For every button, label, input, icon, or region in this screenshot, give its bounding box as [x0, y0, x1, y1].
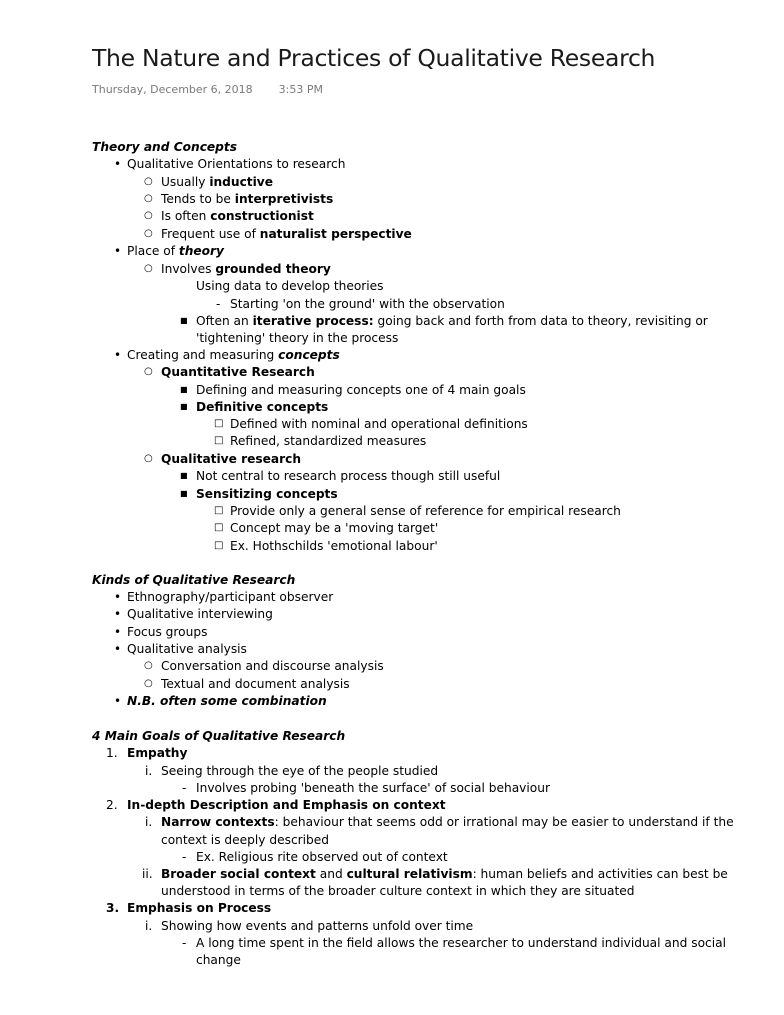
bullet-dot-icon: •	[114, 607, 122, 621]
list-item: Emphasis on Process	[127, 901, 272, 915]
list-item: Textual and document analysis	[161, 677, 350, 691]
bullet-circle-icon: ○	[144, 228, 153, 239]
list-item: Ethnography/participant observer	[127, 590, 334, 604]
list-item: Involves probing 'beneath the surface' of social behaviour	[196, 781, 550, 795]
list-item: Tends to be interpretivists	[161, 192, 334, 206]
bullet-dash-icon: -	[182, 781, 187, 795]
list-item: Ex. Religious rite observed out of context	[196, 850, 448, 864]
list-item: Definitive concepts	[196, 400, 329, 414]
list-item: Refined, standardized measures	[230, 434, 427, 448]
list-item: Broader social context and cultural relativism: human beliefs and activities can best be	[161, 867, 728, 881]
list-item: Starting 'on the ground' with the observation	[230, 297, 505, 311]
page-title: The Nature and Practices of Qualitative Research	[92, 44, 656, 72]
list-item: Qualitative Orientations to research	[127, 157, 346, 171]
list-item: In-depth Description and Emphasis on context	[127, 798, 446, 812]
list-number: i.	[145, 764, 153, 778]
bullet-box-icon: □	[214, 540, 224, 551]
list-item: Showing how events and patterns unfold over time	[161, 919, 474, 933]
section-heading-theory: Theory and Concepts	[92, 140, 237, 154]
bullet-dot-icon: •	[114, 642, 122, 656]
list-item: Not central to research process though still useful	[196, 469, 501, 483]
list-item: N.B. often some combination	[127, 694, 327, 708]
list-item-continuation: understood in terms of the broader culture context in which they are situated	[161, 884, 635, 898]
bullet-dash-icon: -	[182, 850, 187, 864]
section-heading-kinds: Kinds of Qualitative Research	[92, 573, 296, 587]
bullet-circle-icon: ○	[144, 193, 153, 204]
bullet-dot-icon: •	[114, 694, 122, 708]
list-item: Defined with nominal and operational definitions	[230, 417, 528, 431]
list-item: Quantitative Research	[161, 365, 315, 379]
bullet-dot-icon: •	[114, 625, 122, 639]
bullet-box-icon: □	[214, 505, 224, 516]
section-heading-goals: 4 Main Goals of Qualitative Research	[92, 729, 346, 743]
bullet-circle-icon: ○	[144, 210, 153, 221]
bullet-dash-icon: -	[216, 297, 221, 311]
bullet-dot-icon: •	[114, 348, 122, 362]
list-item: Qualitative research	[161, 452, 302, 466]
list-item: Empathy	[127, 746, 188, 760]
bullet-dot-icon: •	[114, 157, 122, 171]
list-item: Frequent use of naturalist perspective	[161, 227, 412, 241]
bullet-square-icon: ■	[180, 471, 188, 480]
bullet-dot-icon: •	[114, 244, 122, 258]
list-number: 1.	[106, 746, 118, 760]
bullet-circle-icon: ○	[144, 660, 153, 671]
bullet-square-icon: ■	[180, 316, 188, 325]
list-item: A long time spent in the field allows the researcher to understand individual and social	[196, 936, 726, 950]
list-item: Qualitative analysis	[127, 642, 247, 656]
bullet-square-icon: ■	[180, 385, 188, 394]
bullet-square-icon: ■	[180, 402, 188, 411]
list-item: Seeing through the eye of the people studied	[161, 764, 439, 778]
list-item: Creating and measuring concepts	[127, 348, 340, 362]
list-item-continuation: context is deeply described	[161, 833, 330, 847]
bullet-square-icon: ■	[180, 489, 188, 498]
list-item: Concept may be a 'moving target'	[230, 521, 439, 535]
list-item: Usually inductive	[161, 175, 274, 189]
page-time: 3:53 PM	[278, 83, 323, 96]
list-number: i.	[145, 815, 153, 829]
page-date: Thursday, December 6, 2018	[92, 83, 253, 96]
list-item: Often an iterative process: going back and forth from data to theory, revisiting or	[196, 314, 708, 328]
page-timestamp	[92, 83, 323, 96]
bullet-dot-icon: •	[114, 590, 122, 604]
bullet-circle-icon: ○	[144, 176, 153, 187]
bullet-circle-icon: ○	[144, 678, 153, 689]
bullet-box-icon: □	[214, 522, 224, 533]
bullet-box-icon: □	[214, 418, 224, 429]
list-item: Using data to develop theories	[196, 279, 384, 293]
list-item: Narrow contexts: behaviour that seems odd or irrational may be easier to understand if the	[161, 815, 734, 829]
bullet-circle-icon: ○	[144, 366, 153, 377]
list-item: Ex. Hothschilds 'emotional labour'	[230, 539, 438, 553]
list-number: i.	[145, 919, 153, 933]
list-number: ii.	[142, 867, 153, 881]
bullet-circle-icon: ○	[144, 263, 153, 274]
list-item: Qualitative interviewing	[127, 607, 273, 621]
list-item: Sensitizing concepts	[196, 487, 338, 501]
list-item: Is often constructionist	[161, 209, 314, 223]
list-item-continuation: change	[196, 953, 241, 967]
list-item: Provide only a general sense of reference for empirical research	[230, 504, 621, 518]
list-item: Place of theory	[127, 244, 225, 258]
list-item: Conversation and discourse analysis	[161, 659, 384, 673]
list-number: 3.	[106, 901, 120, 915]
bullet-dash-icon: -	[182, 936, 187, 950]
list-item: Defining and measuring concepts one of 4 main goals	[196, 383, 526, 397]
list-item: Focus groups	[127, 625, 208, 639]
bullet-box-icon: □	[214, 435, 224, 446]
list-item: Involves grounded theory	[161, 262, 331, 276]
list-number: 2.	[106, 798, 118, 812]
list-item-continuation: 'tightening' theory in the process	[196, 331, 399, 345]
bullet-circle-icon: ○	[144, 453, 153, 464]
